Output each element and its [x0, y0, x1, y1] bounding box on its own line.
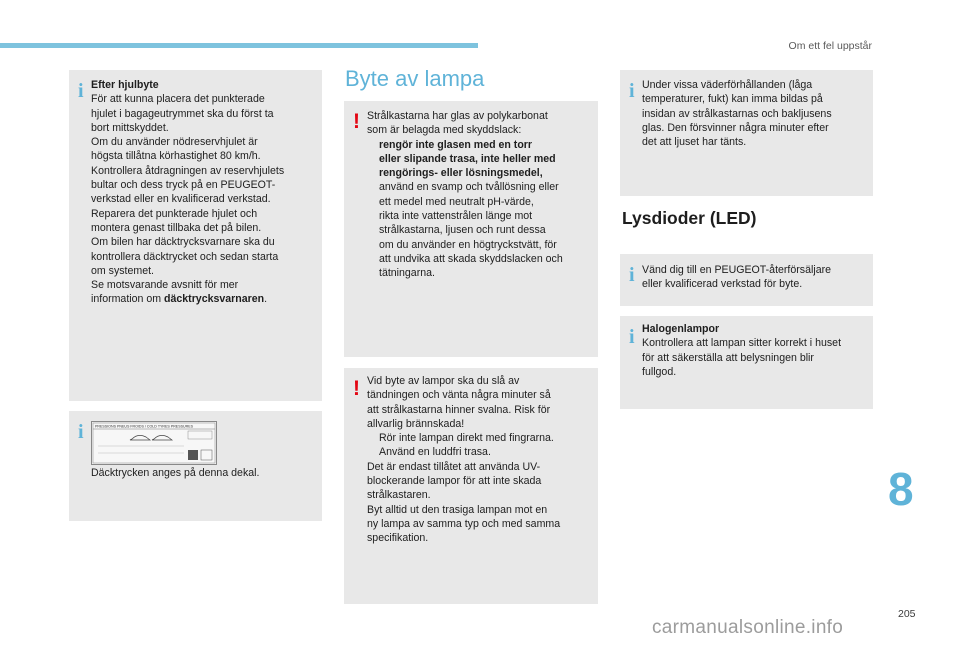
info-title: Halogenlampor	[642, 323, 720, 335]
text-line: att strålkastarna hinner svalna. Risk för	[367, 403, 551, 416]
text-line: Använd en luddfri trasa.	[379, 446, 491, 459]
text-line: För att kunna placera det punkterade	[91, 93, 265, 106]
info-icon: i	[629, 326, 635, 348]
text-line: om du använder en högtryckstvätt, för	[379, 238, 557, 251]
text-line: allvarlig brännskada!	[367, 417, 465, 430]
info-text	[642, 78, 871, 149]
info-box-text	[91, 78, 319, 307]
info-box-condensation	[620, 70, 873, 196]
text-line: montera genast tillbaka det på bilen.	[91, 221, 262, 234]
warning-icon: !	[353, 377, 360, 400]
text-line: strålkastaren.	[367, 489, 431, 502]
info-box-halogen	[620, 316, 873, 409]
info-icon: i	[78, 80, 84, 102]
info-box-led-dealer	[620, 254, 873, 306]
decal-caption: Däcktrycken anges på denna dekal.	[91, 467, 260, 479]
text-line: Kontrollera att lampan sitter korrekt i huset	[642, 337, 842, 350]
bullet-item	[367, 431, 596, 460]
text-line: Det är endast tillåtet att använda UV-	[367, 460, 541, 473]
text-line: Rör inte lampan direkt med fingrarna.	[379, 432, 554, 445]
text-line: Kontrollera åtdragningen av reservhjulets	[91, 164, 285, 177]
text-line: rengör inte glasen med en torr	[379, 138, 533, 151]
decal-header: PRESSIONS PNEUS FROIDS / COLD TYRES PRESSURES	[95, 424, 193, 429]
warning-box-burn-risk	[344, 368, 598, 604]
info-icon: i	[629, 80, 635, 102]
bullet-item	[367, 180, 596, 209]
info-text	[642, 263, 871, 292]
text-line: fullgod.	[642, 365, 677, 378]
text-line: Reparera det punkterade hjulet och	[91, 207, 258, 220]
top-accent-bar	[0, 43, 478, 48]
warning-text	[367, 109, 596, 281]
heading-led: Lysdioder (LED)	[622, 208, 757, 228]
text-line: Om bilen har däcktrycksvarnare ska du	[91, 236, 275, 249]
warning-icon: !	[353, 110, 360, 133]
chapter-number: 8	[888, 463, 914, 515]
text-line: bort mittskyddet.	[91, 121, 169, 134]
text-line: tändningen och vänta några minuter så	[367, 389, 551, 402]
text-line: Byt alltid ut den trasiga lampan mot en	[367, 503, 548, 516]
text-line: bultar och dess tryck på en PEUGEOT-	[91, 179, 276, 192]
text-line: eller kvalificerad verkstad för byte.	[642, 278, 803, 291]
text-line: Vid byte av lampor ska du slå av	[367, 375, 520, 387]
text-line: ett medel med neutralt pH-värde,	[379, 195, 534, 208]
warning-text	[367, 374, 596, 546]
bullet-item	[367, 138, 596, 181]
text-line: rengörings- eller lösningsmedel,	[379, 167, 543, 180]
text-line: som är belagda med skyddslack:	[367, 124, 522, 137]
text-line: hjulet i bagageutrymmet ska du först ta	[91, 107, 274, 120]
text-fragment: information om	[91, 293, 165, 306]
text-line: för att säkerställa att belysningen blir	[642, 351, 814, 364]
text-line: att undvika att skada skyddslacken och	[379, 252, 563, 265]
text-line: specifikation.	[367, 532, 429, 545]
info-icon: i	[629, 264, 635, 286]
text-line	[91, 292, 319, 306]
watermark: carmanualsonline.info	[652, 617, 844, 638]
text-line: glas. Den försvinner några minuter efter	[642, 121, 829, 134]
text-line: högsta tillåtna körhastighet 80 km/h.	[91, 150, 261, 163]
bullet-item	[367, 209, 596, 280]
info-text	[642, 322, 871, 379]
text-line: verkstad eller en kvalificerad verkstad.	[91, 193, 271, 206]
text-line: insidan av strålkastarnas och bakljusens	[642, 107, 832, 120]
decal-drawing	[92, 422, 216, 464]
link-tyre-pressure: däcktrycksvarnaren	[164, 293, 265, 306]
text-line: kontrollera däcktrycket och sedan starta	[91, 250, 279, 263]
text-line: blockerande lampor för att inte skada	[367, 475, 542, 488]
text-line: Strålkastarna har glas av polykarbonat	[367, 110, 548, 122]
text-line: rikta inte vattenstrålen länge mot	[379, 210, 533, 223]
text-line: ny lampa av samma typ och med samma	[367, 517, 561, 530]
text-line: Om du använder nödreservhjulet är	[91, 136, 258, 149]
info-box-wheel-change	[69, 70, 322, 401]
text-line: det att ljuset har tänts.	[642, 136, 747, 149]
text-line: om systemet.	[91, 264, 154, 277]
text-line: tätningarna.	[379, 267, 435, 280]
info-title: Efter hjulbyte	[91, 79, 159, 91]
page-number: 205	[898, 608, 916, 620]
text-line: Vänd dig till en PEUGEOT-återförsäljare	[642, 264, 832, 276]
section-title: Om ett fel uppstår	[788, 40, 872, 52]
text-line: eller slipande trasa, inte heller med	[379, 152, 556, 165]
tyre-pressure-decal-image	[91, 421, 217, 465]
text-line: Se motsvarande avsnitt för mer	[91, 279, 239, 292]
text-line: temperaturer, fukt) kan imma bildas på	[642, 93, 823, 106]
text-fragment: .	[264, 293, 268, 306]
text-line: använd en svamp och tvållösning eller	[379, 181, 559, 194]
text-line: Under vissa väderförhållanden (låga	[642, 79, 813, 91]
warning-box-polycarbonate	[344, 101, 598, 357]
heading-bulb-change: Byte av lampa	[345, 66, 485, 91]
info-icon: i	[78, 421, 84, 443]
text-line: strålkastarna, ljusen och runt dessa	[379, 224, 546, 237]
